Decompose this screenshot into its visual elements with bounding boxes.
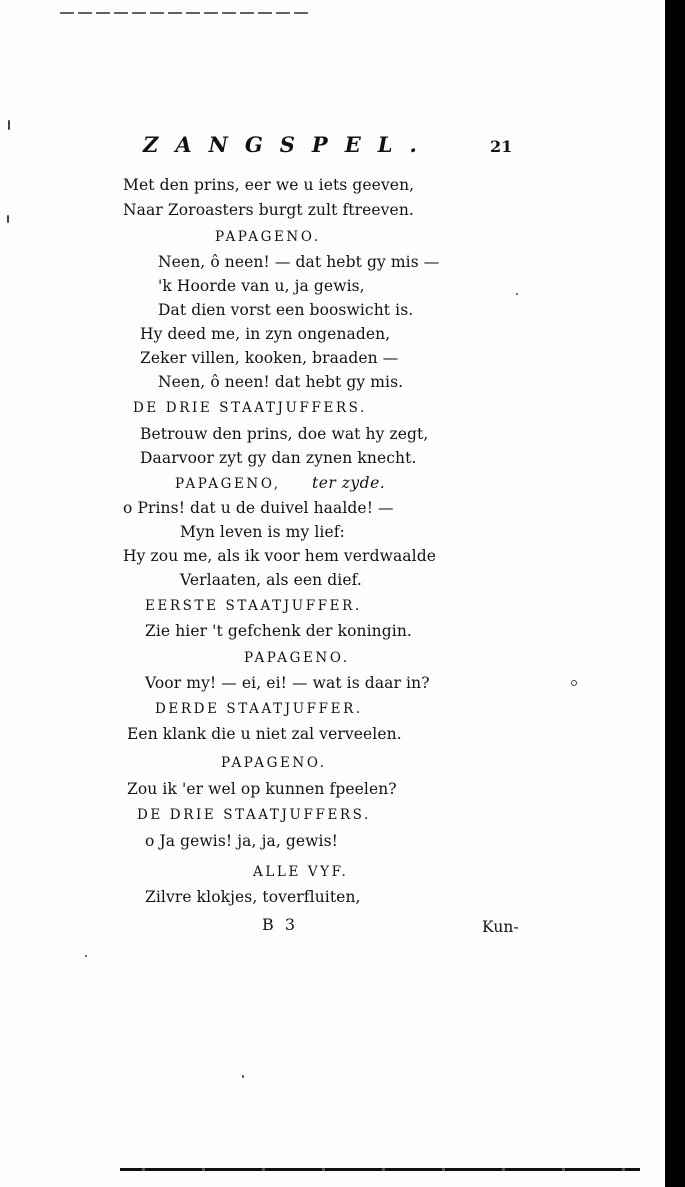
stage-direction: ter zyde. [312, 474, 386, 492]
text-line: 'k Hoorde van u, ja gewis, [158, 277, 365, 295]
text-line: Zeker villen, kooken, braaden — [140, 349, 399, 367]
text-line: o Ja gewis! ja, ja, gewis! [145, 832, 338, 850]
speaker-name: PAPAGENO. [221, 755, 327, 771]
catchword: Kun- [482, 918, 519, 936]
speaker-name: DERDE STAATJUFFER. [155, 701, 363, 717]
speaker-name: PAPAGENO. [244, 650, 350, 666]
speaker-name: PAPAGENO. [215, 229, 321, 245]
text-line: Betrouw den prins, doe wat hy zegt, [140, 425, 429, 443]
text-line: Neen, ô neen! — dat hebt gy mis — [158, 253, 440, 271]
text-line: Zie hier 't gefchenk der koningin. [145, 622, 412, 640]
speck [85, 955, 87, 957]
text-line: Met den prins, eer we u iets geeven, [123, 176, 415, 194]
speck [8, 120, 10, 130]
text-line: Hy zou me, als ik voor hem verdwaalde [123, 547, 436, 565]
text-line: Hy deed me, in zyn ongenaden, [140, 325, 391, 343]
text-line: Zou ik 'er wel op kunnen fpeelen? [127, 780, 397, 798]
speck [571, 680, 577, 686]
text-line: Zilvre klokjes, toverfluiten, [145, 888, 361, 906]
speck [242, 1075, 244, 1078]
speaker-name: EERSTE STAATJUFFER. [145, 598, 362, 614]
speck [516, 293, 518, 295]
page-bottom-edge [120, 1168, 640, 1171]
speaker-name: ALLE VYF. [253, 864, 349, 880]
text-line: Voor my! — ei, ei! — wat is daar in? [145, 674, 430, 692]
speaker-name: DE DRIE STAATJUFFERS. [137, 807, 371, 823]
text-line: o Prins! dat u de duivel haalde! — [123, 499, 394, 517]
text-line: Verlaaten, als een dief. [180, 571, 362, 589]
text-line: Myn leven is my lief: [180, 523, 345, 541]
speaker-name: PAPAGENO, [175, 476, 281, 492]
text-line: Een klank die u niet zal verveelen. [127, 725, 402, 743]
speck [7, 215, 9, 223]
page-number: 21 [490, 137, 513, 156]
speaker-name: DE DRIE STAATJUFFERS. [133, 400, 367, 416]
text-line: Neen, ô neen! dat hebt gy mis. [158, 373, 404, 391]
text-line: Daarvoor zyt gy dan zynen knecht. [140, 449, 417, 467]
text-line: Naar Zoroasters burgt zult ftreeven. [123, 201, 414, 219]
signature-mark: B 3 [262, 915, 299, 934]
text-line: Dat dien vorst een booswicht is. [158, 301, 414, 319]
running-head: ZANGSPEL. [143, 132, 434, 157]
page-top-edge [60, 12, 310, 14]
